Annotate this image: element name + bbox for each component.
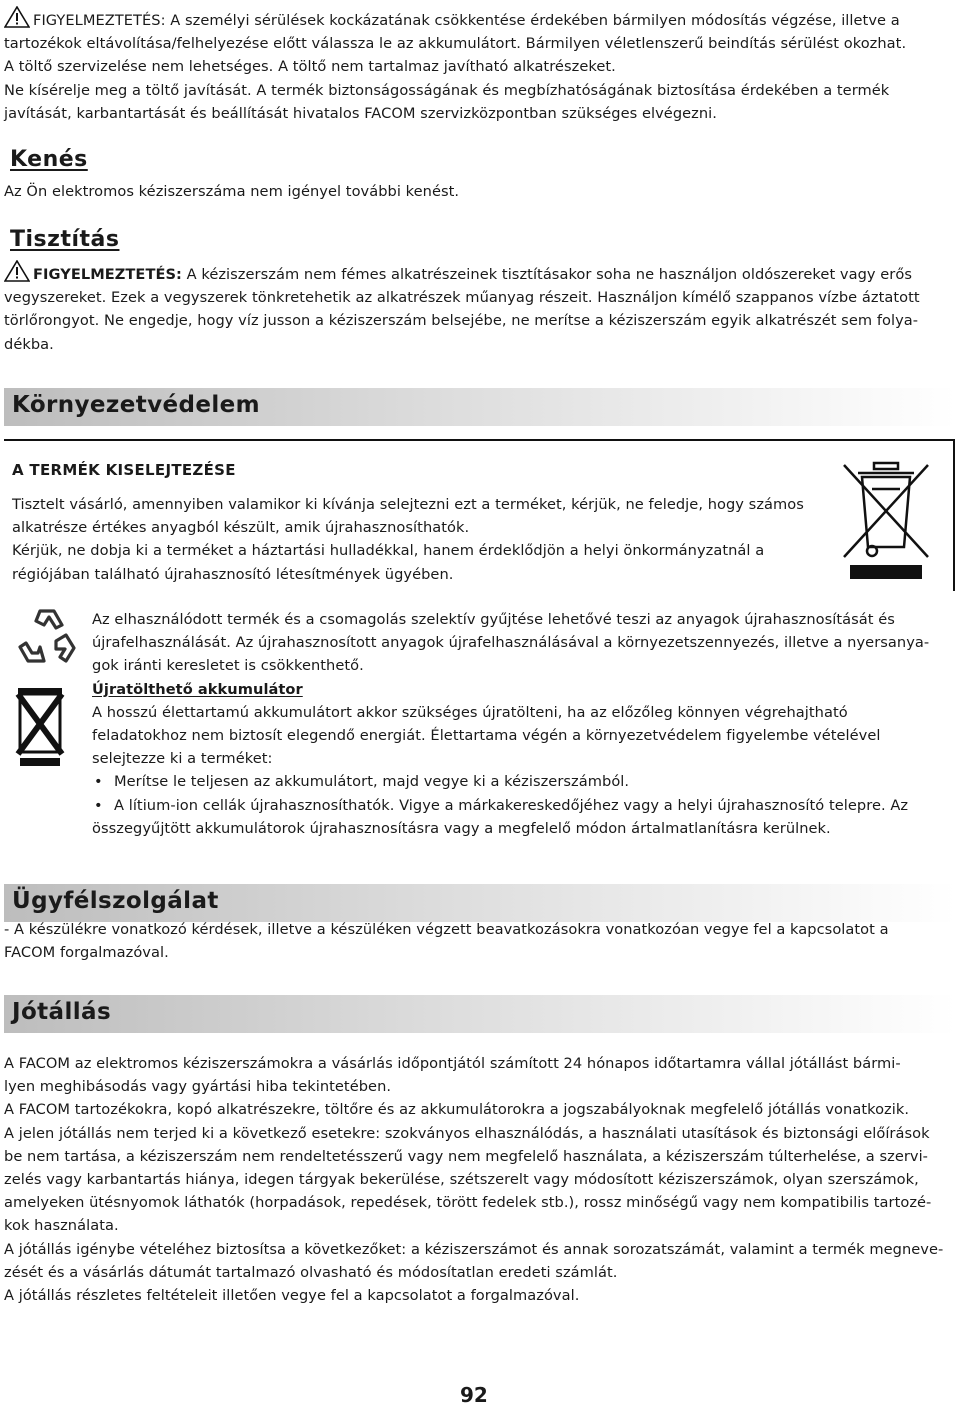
jotallas-text: A FACOM az elektromos kéziszerszámokra a vásárlás időpontjától számított 24 hónapos időtartamra vállal jótállást bármi- lyen meghibásodás vagy gyártási hiba tekintetében. A FACOM tartozékokra, kopó alkatrészekre, töltőre és az akkumulátorokra a jogszabályoknak megfelelő jótállás vonatkozik. A jelen jótállás nem terjed ki a következő esetekre: szokványos elhasználódás, a használati utasítások és biztonsági előírások be nem tartása, a kéziszerszám nem rendeltetésszerű vagy nem megfelelő használata, a kéziszerszám túlterhelése, a szervi- zelés vagy karbantartás hiánya, idegen tárgyak bekerülése, szétszerelt vagy módosított kéziszerszámok, olyan szerszámok, amelyeken ütésnyomok láthatók (horpadások, repedések, törött fedelek stb.), rossz minőségű vagy nem kompatibilis tartozé- kok használata. A jótállás igénybe vételéhez biztosítsa a következőket: a kéziszerszámot és annak sorozatszámát, valamint a termék megneve- zését és a vásárlás dátumát tartalmazó olvasható és módosítatlan eredeti számlát. A jótállás részletes feltételeit illetően vegye fel a kapcsolatot a forgalmazóval. [4,1055,944,1305]
warning-line-5: javítását, karbantartását és beállítását hivatalos FACOM szervizközpontban szükséges elvégezni. [4,104,717,122]
warning-line-1: FIGYELMEZTETÉS: A személyi sérülések kockázatának csökkentése érdekében bármilyen módosítás végzése, illetve a [4,6,954,32]
disposal-text: Tisztelt vásárló, amennyiben valamikor ki kívánja selejtezni ezt a terméket, kérjük, ne feledje, hogy számos alkatrésze értékes anyagból készült, amik újrahasznosíthatók. Kérjük, ne dobja ki a terméket a háztartási hulladékkal, hanem érdeklődjön a helyi önkormányzatnál a régiójában található újrahasznosító létesítmények ügyében. [12,496,804,583]
disposal-title: A TERMÉK KISELEJTEZÉSE [12,461,236,479]
ugyfel-heading: Ügyfélszolgálat [12,888,219,914]
warning-icon [4,6,30,28]
kenes-text: Az Ön elektromos kéziszerszáma nem igényel további kenést. [4,183,460,200]
tisztitas-line-1: FIGYELMEZTETÉS: A kéziszerszám nem fémes alkatrészeinek tisztításakor soha ne használjon oldószereket vagy erős [4,260,954,286]
jotallas-heading-bar [4,995,956,1033]
tisztitas-block [4,260,954,356]
kornyezet-heading-bar [4,388,956,426]
bullet-item: • A lítium-ion cellák újrahasznosíthatók. Vigye a márkakereskedőjéhez vagy a helyi újrahasznosító telepre. Az [94,796,909,814]
warning-line-3: A töltő szervizelése nem lehetséges. A töltő nem tartalmaz javítható alkatrészeket. [4,58,616,76]
warning-block [4,6,954,125]
jotallas-heading: Jótállás [12,999,112,1025]
ugyfel-heading-bar [4,884,956,922]
recycle-text: Az elhasználódott termék és a csomagolás szelektív gyűjtése lehetővé teszi az anyagok újrahasznosítását és újrafelhasználását. Az újrahasznosított anyagok újrafelhasználásával a környezetszennyezés, illetve a nyersanya- gok iránti keresletet is csökkenthető. Újratölthető akkumulátor A hosszú élettartamú akkumulátort akkor szükséges újratölteni, ha az előzőleg könnyen végrehajtható feladatokhoz nem biztosít elegendő energiát. Élettartama végén a környezetvédelem figyelembe vételével selejtezze ki a terméket: • Merítse le teljesen az akkumulátort, majd vegye ki a kéziszerszámból. • A lítium-ion cellák újrahasznosíthatók. Vigye a márkakereskedőjéhez vagy a helyi újrahasznosító telepre. Az összegyűjtött akkumulátorok újrahasznosításra vagy a megfelelő módon ártalmatlanításra kerülnek. [92,608,948,840]
weee-crossed-bin-icon [836,459,936,581]
warning-icon [4,260,30,282]
tisztitas-heading: Tisztítás [10,227,120,252]
kornyezet-heading: Környezetvédelem [12,392,261,418]
kenes-text-block [4,180,954,203]
crossed-bin-icon [14,680,66,768]
warning-label: FIGYELMEZTETÉS: [33,12,166,29]
battery-heading: Újratölthető akkumulátor [92,680,303,698]
page-number: 92 [460,1383,488,1407]
bullet-item: • Merítse le teljesen az akkumulátort, majd vegye ki a kéziszerszámból. [94,773,630,791]
ugyfel-text: - A készülékre vonatkozó kérdések, illetve a készüléken végzett beavatkozásokra vonatkozóan vegye fel a kapcsolatot a FACOM forgalmazóval. [4,921,889,962]
tisztitas-line-2: vegyszereket. Ezek a vegyszerek tönkretehetik az alkatrészek műanyag részeit. Használjon kímélő szappanos vízbe áztatott [4,289,920,307]
warning-line-4: Ne kísérelje meg a töltő javítását. A termék biztonságosságának és megbízhatóságának biztosítása érdekében a termék [4,81,890,99]
recycle-icon [14,603,80,669]
tisztitas-line-3: törlőrongyot. Ne engedje, hogy víz jusson a kéziszerszám belsejébe, ne merítse a kéziszerszám egyik alkatrészét sem folya- [4,312,919,330]
tisztitas-line-4: dékba. [4,335,54,353]
warning-line-2: tartozékok eltávolítása/felhelyezése előtt válassza le az akkumulátort. Bármilyen véletlenszerű beindítás sérülést okozhat. [4,35,907,53]
tisztitas-warning-label: FIGYELMEZTETÉS: [33,266,182,283]
kenes-heading: Kenés [10,147,88,172]
